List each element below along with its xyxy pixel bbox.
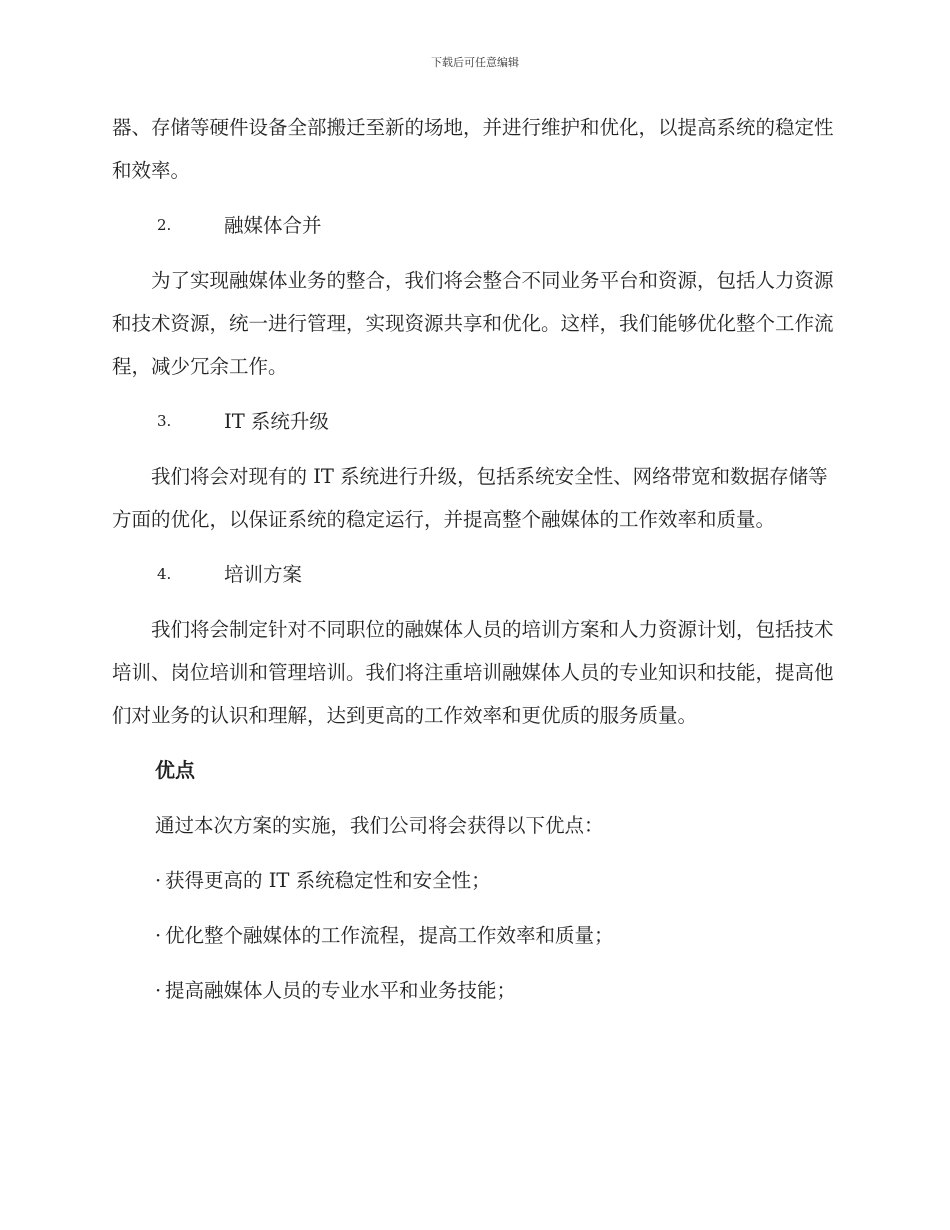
item-paragraph: 为了实现融媒体业务的整合，我们将会整合不同业务平台和资源，包括人力资源和技术资源，统一进行管理，实现资源共享和优化。这样，我们能够优化整个工作流程，减少冗余工作。 (112, 269, 834, 378)
bullet-text: 优化整个融媒体的工作流程，提高工作效率和质量； (165, 924, 614, 947)
item-number: 3. (157, 412, 172, 430)
bullet-symbol: · (155, 869, 162, 892)
item-title: 融媒体合并 (224, 214, 322, 237)
page-header: 下载后可任意编辑 (431, 56, 519, 69)
bullet-text: 获得更高的 IT 系统稳定性和安全性； (165, 869, 491, 892)
section-heading: 优点 (155, 758, 195, 782)
item-number: 4. (157, 565, 172, 583)
continued-paragraph: 器、存储等硬件设备全部搬迁至新的场地，并进行维护和优化，以提高系统的稳定性和效率。 (112, 116, 834, 182)
document-body (112, 106, 838, 1024)
bullet-item (112, 969, 838, 1012)
bullet-item (112, 914, 838, 957)
list-item-heading (112, 204, 838, 247)
item-number: 2. (157, 216, 172, 234)
item-title: IT 系统升级 (224, 410, 329, 433)
bullet-symbol: · (155, 924, 162, 947)
item-title: 培训方案 (224, 563, 303, 586)
list-item-heading (112, 400, 838, 443)
item-paragraph: 我们将会制定针对不同职位的融媒体人员的培训方案和人力资源计划，包括技术培训、岗位培训和管理培训。我们将注重培训融媒体人员的专业知识和技能，提高他们对业务的认识和理解，达到更高的工作效率和更优质的服务质量。 (112, 618, 834, 727)
item-paragraph: 我们将会对现有的 IT 系统进行升级，包括系统安全性、网络带宽和数据存储等方面的优化，以保证系统的稳定运行，并提高整个融媒体的工作效率和质量。 (112, 465, 828, 531)
bullet-text: 提高融媒体人员的专业水平和业务技能； (165, 979, 517, 1002)
bullet-item (112, 859, 838, 902)
list-item-heading (112, 553, 838, 596)
intro-paragraph: 通过本次方案的实施，我们公司将会获得以下优点： (155, 814, 604, 837)
bullet-symbol: · (155, 979, 162, 1002)
